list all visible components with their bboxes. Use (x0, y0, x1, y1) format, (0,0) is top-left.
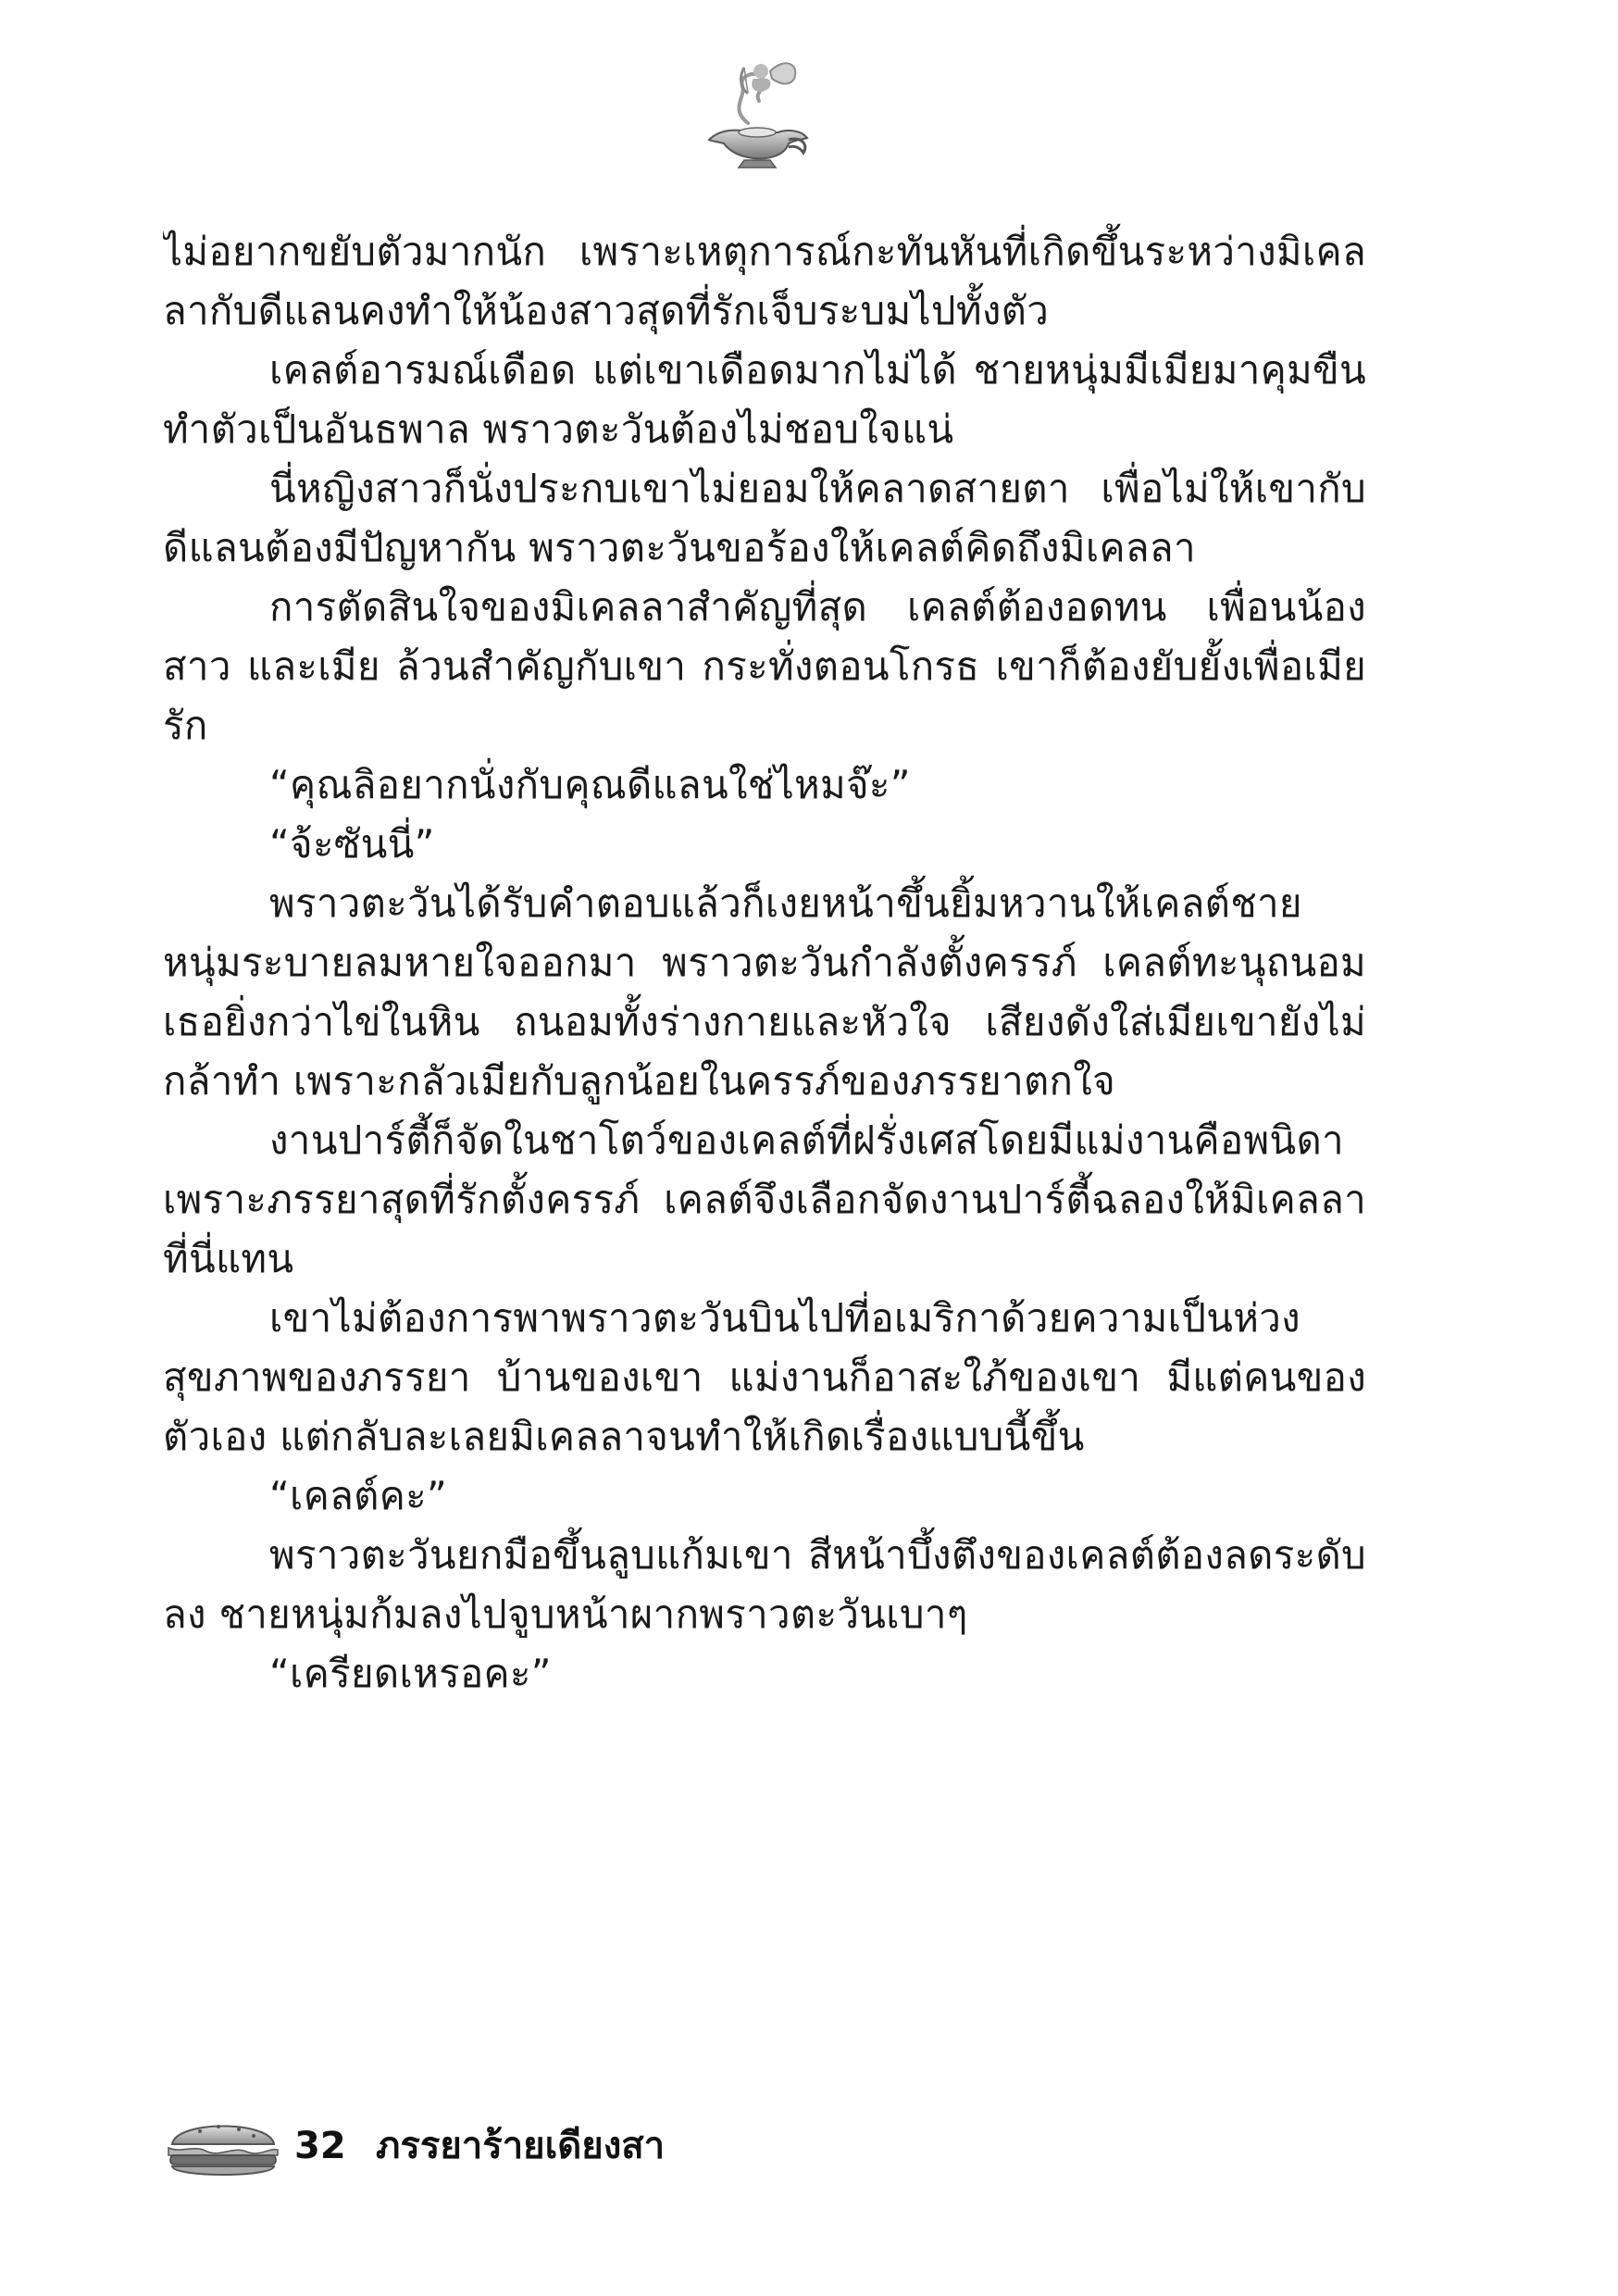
paragraph: พราวตะวันได้รับคำตอบแล้วก็เงยหน้าขึ้นยิ้มหวานให้เคลต์ชายหนุ่มระบายลมหายใจออกมา พราวตะวันกำลังตั้งครรภ์ เคลต์ทะนุถนอมเธอยิ่งกว่าไข่ในหิน ถนอมทั้งร่างกายและหัวใจ เสียงดังใส่เมียเขายังไม่กล้าทำ เพราะกลัวเมียกับลูกน้อยในครรภ์ของภรรยาตกใจ (163, 880, 1366, 1104)
paragraph: การตัดสินใจของมิเคลลาสำคัญที่สุด เคลต์ต้องอดทน เพื่อนน้องสาว และเมีย ล้วนสำคัญกับเขา กระทั่งตอนโกรธ เขาก็ต้องยับยั้งเพื่อเมียรัก (163, 584, 1366, 748)
paragraph: “จ้ะซันนี่” (269, 821, 435, 867)
body-text (163, 222, 1366, 2083)
page-footer (163, 2106, 1366, 2190)
paragraph: เคลต์อารมณ์เดือด แต่เขาเดือดมากไม่ได้ ชายหนุ่มมีเมียมาคุมขืนทำตัวเป็นอันธพาล พราวตะวันต้องไม่ชอบใจแน่ (163, 347, 1366, 452)
burger-icon (163, 2111, 283, 2185)
paragraph: ไม่อยากขยับตัวมากนัก เพราะเหตุการณ์กะทันหันที่เกิดขึ้นระหว่างมิเคลลากับดีแลนคงทำให้น้องสาวสุดที่รักเจ็บระบมไปทั้งตัว (163, 229, 1366, 333)
paragraph: พราวตะวันยกมือขึ้นลูบแก้มเขา สีหน้าบึ้งตึงของเคลต์ต้องลดระดับลง ชายหนุ่มก้มลงไปจูบหน้าผากพราวตะวันเบาๆ (163, 1532, 1366, 1637)
paragraph: “เครียดเหรอคะ” (269, 1651, 552, 1696)
magic-lamp-cupid-icon (692, 51, 822, 181)
page-number: 32 (294, 2125, 346, 2167)
book-title: ภรรยาร้ายเดียงสา (376, 2125, 666, 2167)
paragraph: “คุณลิอยากนั่งกับคุณดีแลนใช่ไหมจ๊ะ” (269, 762, 911, 807)
paragraph: “เคลต์คะ” (269, 1473, 448, 1518)
paragraph: งานปาร์ตี้ก็จัดในชาโตว์ของเคลต์ที่ฝรั่งเศสโดยมีแม่งานคือพนิดาเพราะภรรยาสุดที่รักตั้งครรภ์ เคลต์จึงเลือกจัดงานปาร์ตี้ฉลองให้มิเคลลาที่นี่แทน (163, 1117, 1366, 1281)
paragraph: เขาไม่ต้องการพาพราวตะวันบินไปที่อเมริกาด้วยความเป็นห่วงสุขภาพของภรรยา บ้านของเขา แม่งานก็อาสะใภ้ของเขา มีแต่คนของตัวเอง แต่กลับละเลยมิเคลลาจนทำให้เกิดเรื่องแบบนี้ขึ้น (163, 1295, 1366, 1459)
paragraph: นี่หญิงสาวก็นั่งประกบเขาไม่ยอมให้คลาดสายตา เพื่อไม่ให้เขากับดีแลนต้องมีปัญหากัน พราวตะวันขอร้องให้เคลต์คิดถึงมิเคลลา (163, 466, 1366, 570)
